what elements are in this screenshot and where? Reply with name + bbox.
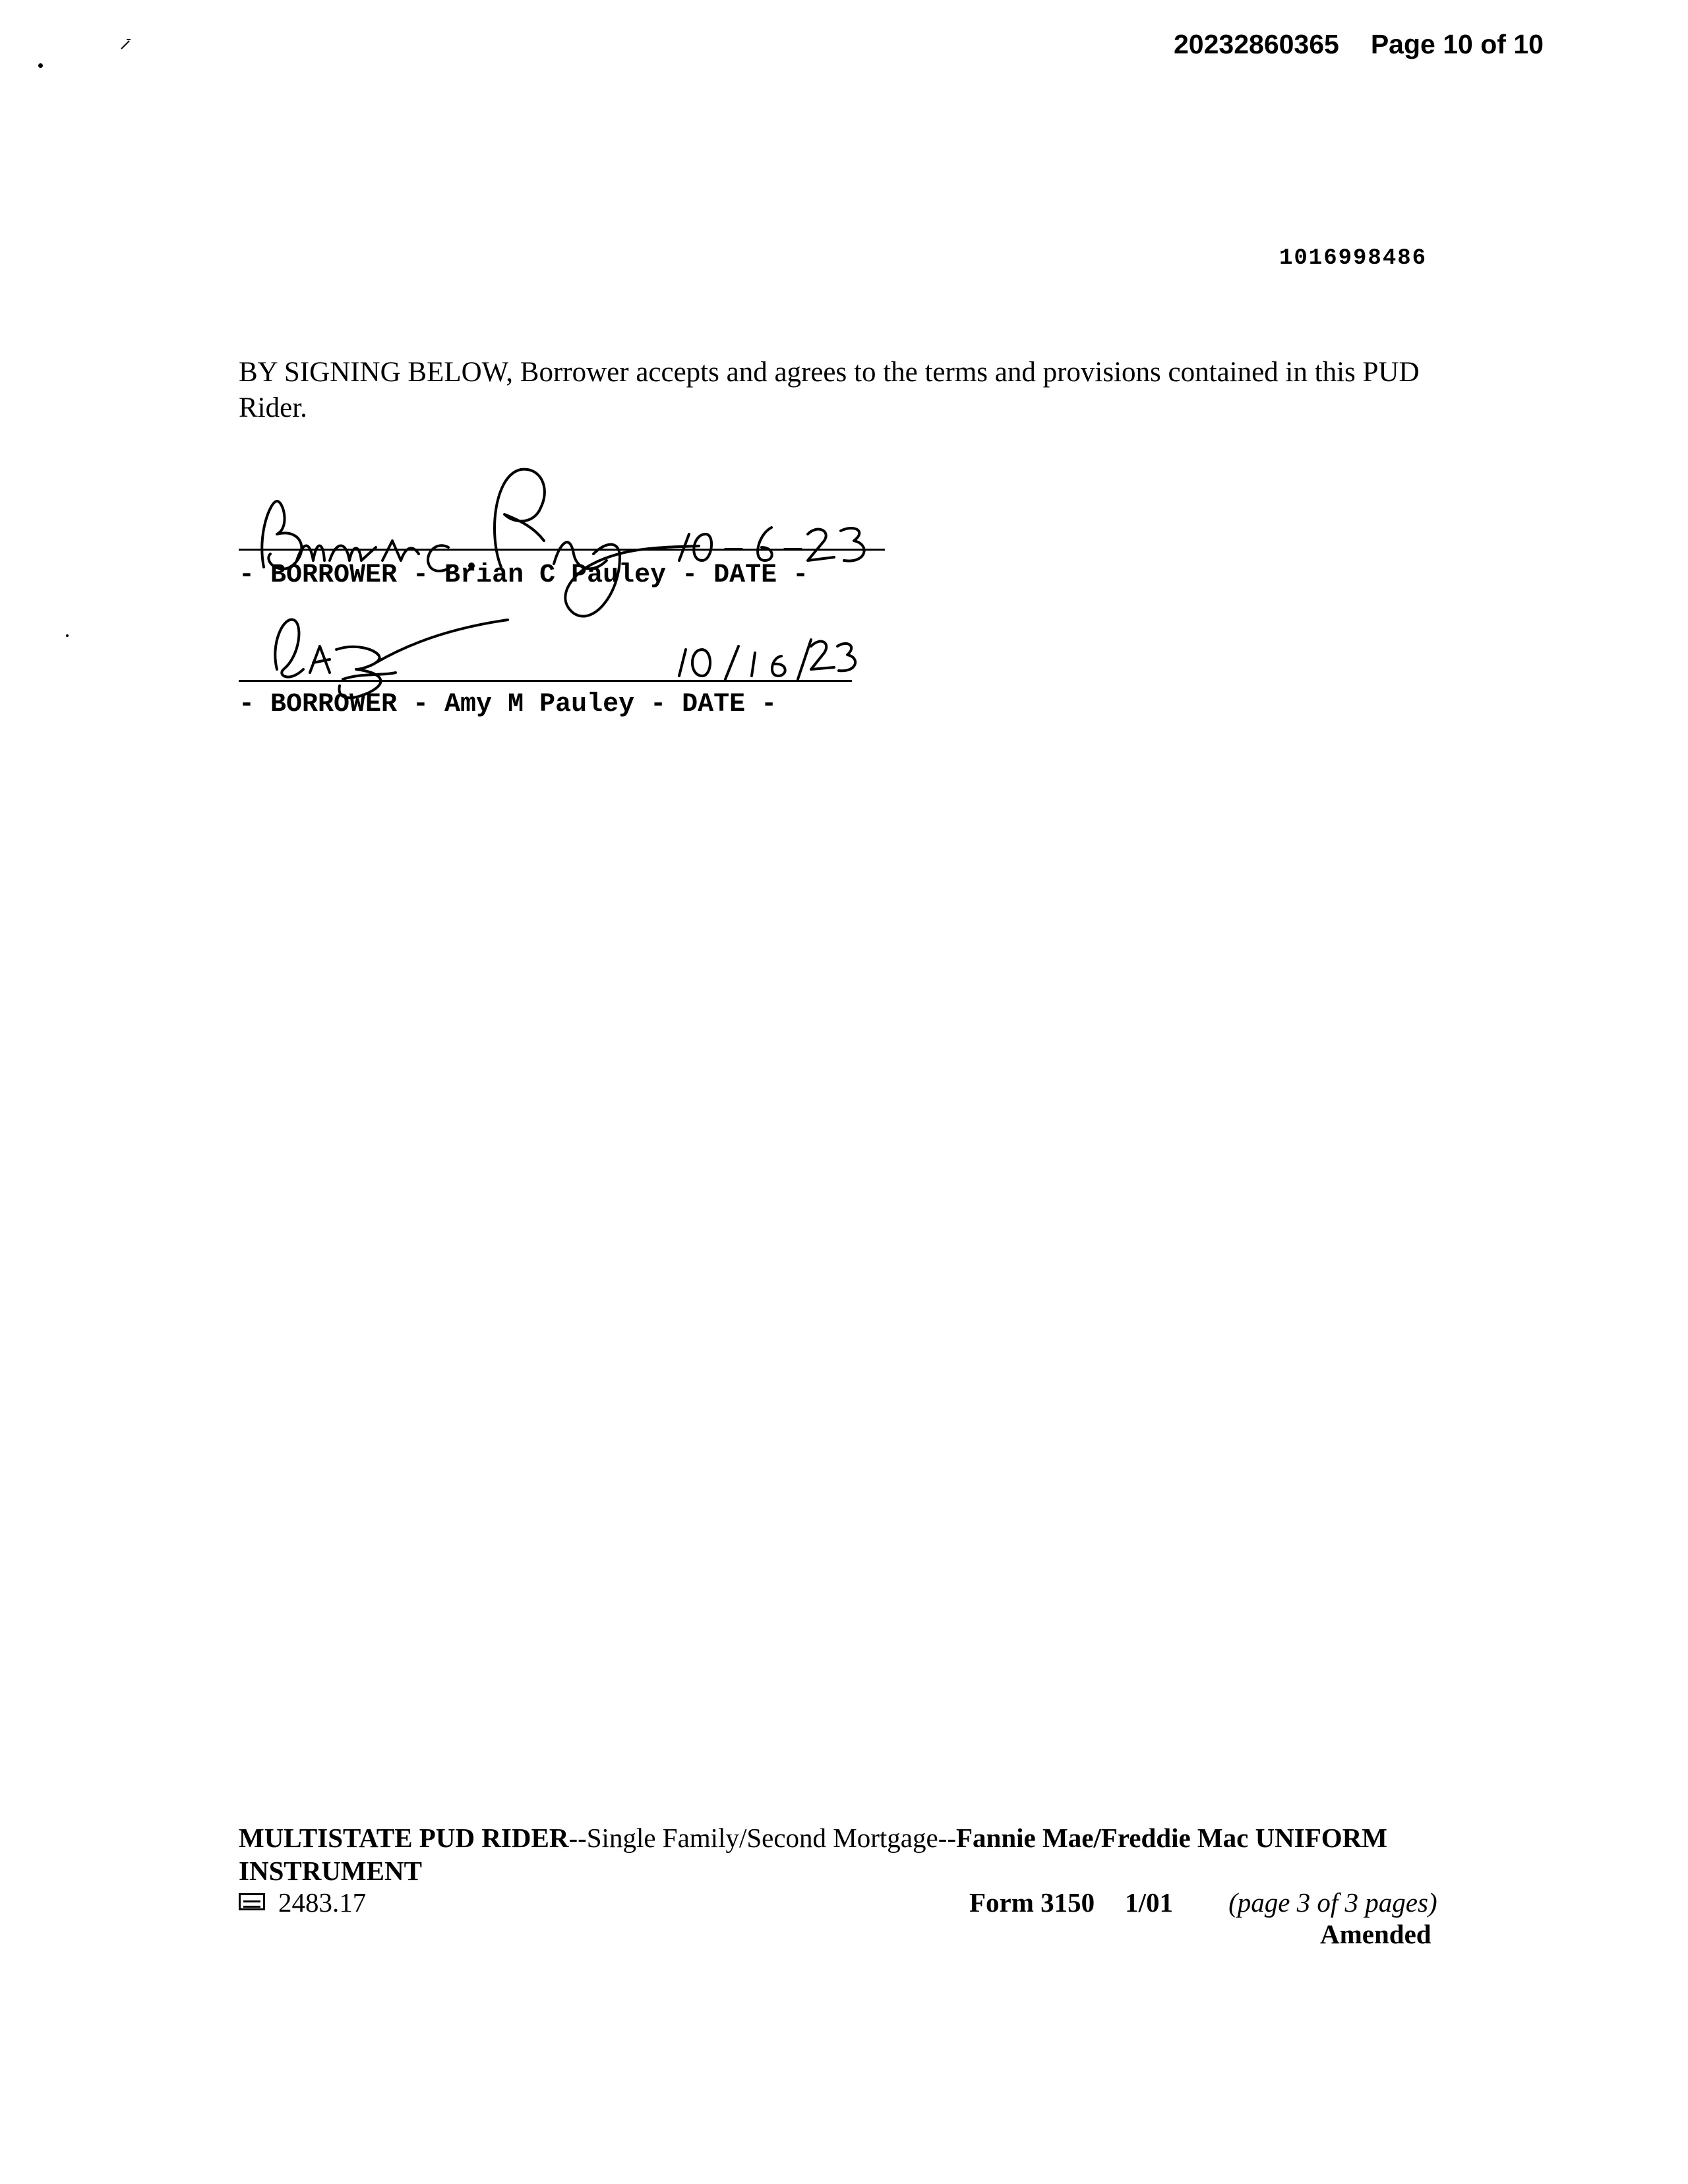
form-code: 2483.17 bbox=[278, 1887, 367, 1918]
footer-title-continued: INSTRUMENT bbox=[239, 1856, 422, 1886]
form-date: 1/01 bbox=[1125, 1887, 1174, 1918]
form-number: Form 3150 bbox=[969, 1887, 1095, 1918]
signature-line bbox=[239, 549, 885, 551]
scan-speck bbox=[38, 63, 43, 68]
signature-label-amy: - BORROWER - Amy M Pauley - DATE - bbox=[239, 690, 777, 719]
signature-line bbox=[239, 680, 852, 682]
signature-label-brian: - BORROWER - Brian C Pauley - DATE - bbox=[239, 561, 809, 590]
footer-title-bold: MULTISTATE PUD RIDER bbox=[239, 1823, 569, 1853]
footer-title-regular: --Single Family/Second Mortgage-- bbox=[568, 1823, 957, 1853]
amended-label: Amended bbox=[1320, 1919, 1432, 1949]
footer-title bbox=[239, 1821, 1387, 1854]
scan-mark bbox=[120, 38, 133, 51]
agreement-text: BY SIGNING BELOW, Borrower accepts and agrees to the terms and provisions contained in this PUD Rider. bbox=[239, 357, 1420, 423]
borrower-signature-brian bbox=[251, 462, 884, 633]
document-number: 20232860365 bbox=[1174, 29, 1339, 59]
page-header bbox=[1174, 29, 1544, 60]
footer-title-bold: Fannie Mae/Freddie Mac UNIFORM bbox=[956, 1823, 1387, 1853]
scan-speck bbox=[66, 634, 69, 637]
form-info bbox=[969, 1886, 1437, 1919]
page-note: (page 3 of 3 pages) bbox=[1228, 1887, 1437, 1918]
page-indicator: Page 10 of 10 bbox=[1370, 29, 1544, 59]
loan-number: 1016998486 bbox=[1279, 246, 1428, 271]
ex-logo-icon bbox=[239, 1893, 265, 1910]
footer-code bbox=[239, 1886, 366, 1919]
